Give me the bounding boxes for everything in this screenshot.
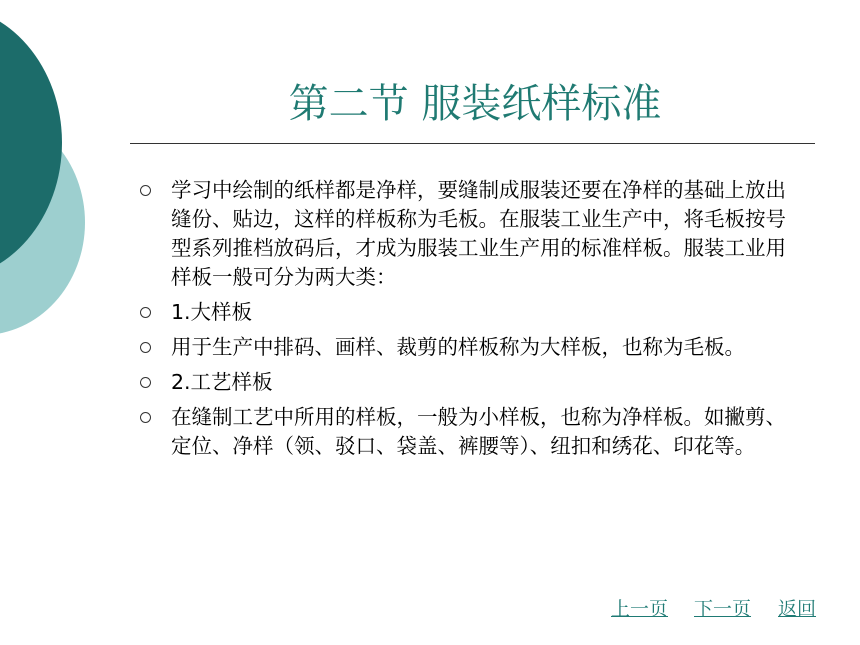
bullet-item — [140, 176, 800, 292]
title-divider — [130, 143, 815, 144]
bullet-text: 2.工艺样板 — [171, 370, 273, 394]
bullet-item — [140, 403, 800, 461]
bullet-circle-icon — [140, 412, 151, 423]
bullet-circle-icon — [140, 185, 151, 196]
bullet-circle-icon — [140, 342, 151, 353]
bullet-text: 在缝制工艺中所用的样板，一般为小样板，也称为净样板。如撇剪、定位、净样（领、驳口、袋盖、裤腰等）、纽扣和绣花、印花等。 — [171, 405, 786, 458]
bullet-text: 1.大样板 — [171, 300, 253, 324]
bullet-item — [140, 368, 800, 397]
slide-title: 第二节 服装纸样标准 — [288, 81, 662, 127]
bullet-list — [140, 176, 800, 467]
next-page-link[interactable]: 下一页 — [694, 598, 752, 620]
back-link[interactable]: 返回 — [778, 598, 817, 620]
bullet-circle-icon — [140, 377, 151, 388]
bullet-circle-icon — [140, 307, 151, 318]
bullet-item — [140, 333, 800, 362]
bullet-text: 学习中绘制的纸样都是净样，要缝制成服装还要在净样的基础上放出缝份、贴边，这样的样板称为毛板。在服装工业生产中，将毛板按号型系列推档放码后，才成为服装工业生产用的标准样板。服装工业用样板一般可分为两大类： — [171, 178, 786, 289]
prev-page-link[interactable]: 上一页 — [611, 598, 669, 620]
bullet-text: 用于生产中排码、画样、裁剪的样板称为大样板，也称为毛板。 — [171, 335, 745, 359]
bullet-item — [140, 298, 800, 327]
